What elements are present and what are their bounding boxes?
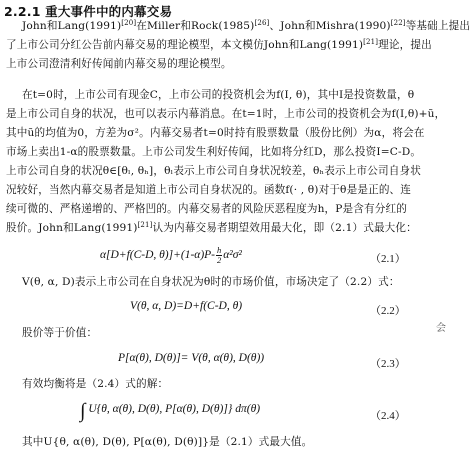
section-title: 重大事件中的内幕交易 — [45, 4, 173, 19]
para2-line6: 况较好，当然内幕交易者是知道上市公司自身状况的。函数f(· , θ)对于θ是是正的、连 — [6, 184, 412, 196]
text: 了上市公司分红公告前内幕交易的理论模型，本文模仿John和Lang(1991) — [6, 39, 364, 51]
equation-body: U{θ, α(θ), D(θ), P[α(θ), D(θ)]} dπ(θ) — [88, 403, 261, 415]
text: 理论，提出 — [378, 39, 432, 51]
text: 上市公司澄清利好传闻前内幕交易的理论模型。 — [6, 58, 232, 70]
text: 认为内幕交易者期望效用最大化，即（2.1）式最大化： — [152, 222, 417, 234]
citation[interactable]: [21] — [363, 38, 379, 46]
equation-number-2-2: （2.2） — [370, 305, 406, 317]
equation-2-4 — [80, 400, 260, 423]
section-number: 2.2.1 — [4, 4, 41, 19]
para2-line5: 上市公司自身的状况θ∈[θₗ, θₕ]，θₗ表示上市公司自身状况较差，θₕ表示上市公司自身状 — [6, 165, 421, 177]
text: 等基础上提出 — [405, 20, 470, 32]
para5-line1: 有效均衡将是（2.4）式的解： — [22, 378, 169, 390]
equation-rhs: α²σ² — [223, 249, 242, 262]
para2-line1: 在t=0时，上市公司有现金C，上市公司的投资机会为f(I, θ)，其中I是投资数量，θ — [22, 89, 415, 101]
citation[interactable]: [20] — [121, 19, 137, 27]
para6-line1: 其中U{θ, α(θ), D(θ), P[α(θ), D(θ)]}是（2.1）式最大值。 — [22, 436, 313, 448]
equation-lhs: α[D+f(C-D, θ)]+(1-α)P- — [100, 249, 215, 262]
equation-2-1 — [100, 246, 242, 265]
fraction-denominator: 2 — [217, 255, 222, 265]
para4-line1: 股价等于价值： — [22, 327, 98, 339]
equation-number-2-4: （2.4） — [370, 410, 406, 422]
para2-line4: 市场上卖出1-α的股票数量。上市公司发生利好传闻，比如将分红D，那么投资I=C-D。 — [6, 146, 422, 158]
citation[interactable]: [21] — [137, 221, 153, 229]
equation-number-2-3: （2.3） — [370, 358, 406, 370]
para3-line1: V(θ, α, D)表示上市公司在自身状况为θ时的市场价值，市场决定了（2.2）式： — [22, 276, 400, 288]
text: John和Lang(1991) — [22, 20, 122, 32]
text: 、John和Mishra(1990) — [269, 20, 391, 32]
citation[interactable]: [26] — [254, 19, 270, 27]
para1-line2 — [6, 39, 432, 52]
equation-2-3: P[α(θ), D(θ)]= V(θ, α(θ), D(θ)) — [118, 352, 265, 364]
margin-mark: 会 — [436, 323, 446, 334]
equation-number-2-1: （2.1） — [370, 253, 406, 265]
equation-2-2: V(θ, α, D)=D+f(C-D, θ) — [130, 300, 243, 312]
para2-line2: 是上市公司自身的状况，也可以表示内幕消息。在t=1时，上市公司的投资机会为f(I,θ)+ũ， — [6, 108, 446, 120]
para1-line1 — [22, 20, 470, 33]
text: 股价。John和Lang(1991) — [6, 222, 138, 234]
integral-sign: ∫ — [80, 400, 86, 422]
para2-line8 — [6, 222, 417, 235]
section-heading — [4, 2, 172, 20]
para1-line3 — [6, 58, 232, 71]
para2-line7: 续可微的、严格递增的、严格凹的。内幕交易者的风险厌恶程度为h，P是含有分红的 — [6, 203, 408, 215]
citation[interactable]: [22] — [390, 19, 406, 27]
fraction — [216, 246, 222, 265]
text: 在Miller和Rock(1985) — [136, 20, 255, 32]
para2-line3: 其中ũ的均值为0，方差为σ²。内幕交易者t=0时持有股票数量（股份比例）为α，将会在 — [6, 127, 425, 139]
fraction-numerator: h — [217, 245, 222, 255]
